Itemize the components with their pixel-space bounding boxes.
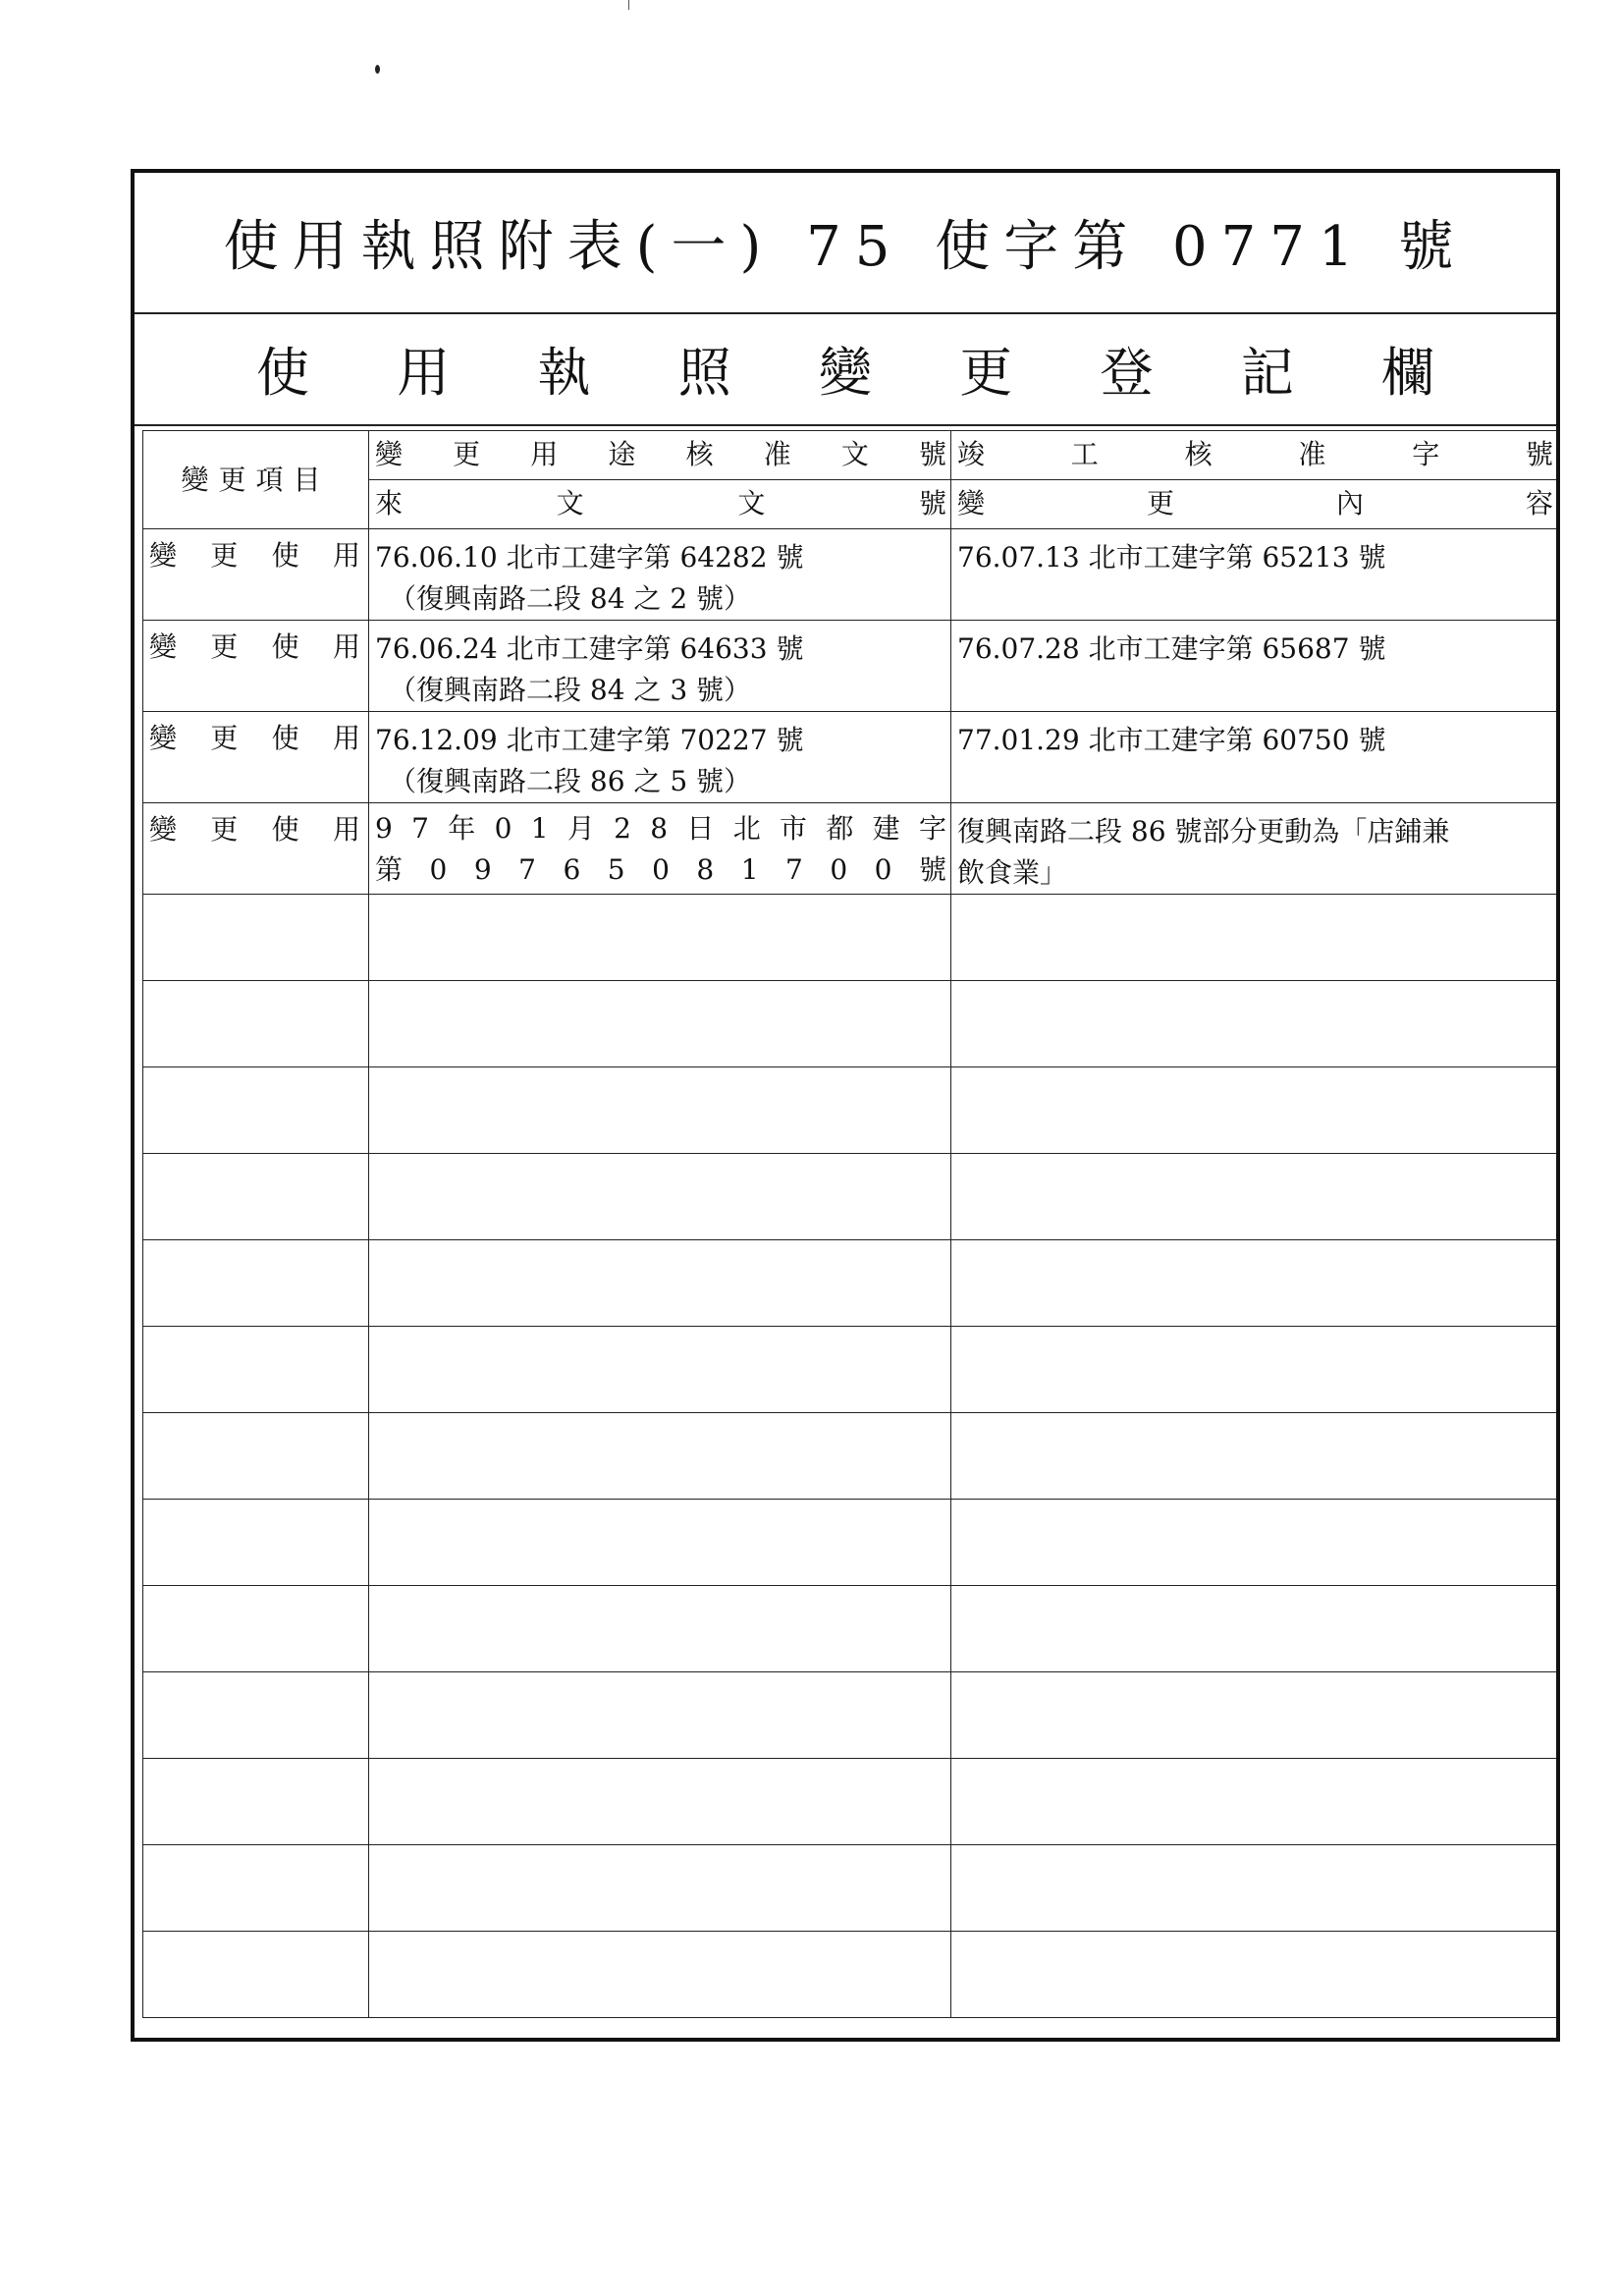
doc-char: 日 bbox=[686, 812, 715, 845]
blank-cell bbox=[143, 1240, 369, 1327]
item-char: 使 bbox=[271, 630, 299, 663]
doc-char: 北 bbox=[732, 812, 761, 845]
header-char: 准 bbox=[1298, 438, 1326, 470]
blank-row bbox=[143, 1845, 1558, 1932]
header-char: 字 bbox=[1412, 438, 1440, 470]
blank-cell bbox=[951, 1500, 1558, 1586]
section-subtitle bbox=[256, 331, 1434, 407]
table-row bbox=[143, 803, 1558, 895]
table-row bbox=[143, 621, 1558, 712]
blank-cell bbox=[951, 1327, 1558, 1413]
item-char: 更 bbox=[210, 722, 239, 754]
subtitle-char: 更 bbox=[959, 341, 1013, 404]
blank-cell bbox=[951, 1067, 1558, 1154]
blank-cell bbox=[143, 1500, 369, 1586]
item-char: 變 bbox=[149, 630, 178, 663]
doc-char: 8 bbox=[696, 853, 715, 886]
blank-cell bbox=[369, 981, 951, 1067]
doc-char: 市 bbox=[780, 812, 808, 845]
doc-char: 2 bbox=[614, 812, 631, 845]
header-char: 文 bbox=[840, 438, 869, 470]
doc-char: 0 bbox=[429, 853, 448, 886]
doc-char: 月 bbox=[566, 812, 595, 845]
item-char: 使 bbox=[271, 539, 299, 572]
form-title: 使用執照附表(一) 75 使字第 0771 號 bbox=[223, 215, 1468, 279]
item-char: 更 bbox=[210, 630, 239, 663]
header-char: 更 bbox=[1146, 487, 1174, 519]
result-cell bbox=[951, 712, 1558, 803]
blank-row bbox=[143, 1413, 1558, 1500]
header-incoming-doc bbox=[369, 480, 951, 529]
change-item-cell bbox=[143, 621, 369, 712]
doc-number-cell bbox=[369, 803, 951, 895]
item-char: 用 bbox=[332, 813, 360, 846]
blank-row bbox=[143, 1327, 1558, 1413]
blank-cell bbox=[951, 1240, 1558, 1327]
blank-cell bbox=[143, 1327, 369, 1413]
header-approval-doc bbox=[369, 431, 951, 480]
header-char: 號 bbox=[918, 438, 946, 470]
header-change-content bbox=[951, 480, 1558, 529]
header-char: 內 bbox=[1335, 487, 1364, 519]
item-char: 更 bbox=[210, 539, 239, 572]
doc-address-line: （復興南路二段 86 之 5 號） bbox=[389, 765, 752, 797]
blank-cell bbox=[951, 1932, 1558, 2018]
change-register-table bbox=[142, 430, 1558, 2018]
doc-address-line: （復興南路二段 84 之 2 號） bbox=[389, 582, 752, 615]
result-cell bbox=[951, 803, 1558, 895]
header-char: 工 bbox=[1070, 438, 1099, 470]
change-item-cell bbox=[143, 803, 369, 895]
doc-line: 76.06.24 北市工建字第 64633 號 bbox=[375, 632, 804, 665]
doc-char: 7 bbox=[411, 812, 429, 845]
blank-row bbox=[143, 1932, 1558, 2018]
doc-line: 76.06.10 北市工建字第 64282 號 bbox=[375, 541, 804, 574]
item-char: 變 bbox=[149, 722, 178, 754]
blank-cell bbox=[143, 1154, 369, 1240]
doc-number-cell bbox=[369, 712, 951, 803]
doc-char: 0 bbox=[874, 853, 892, 886]
doc-char: 9 bbox=[473, 853, 492, 886]
header-char: 更 bbox=[453, 438, 481, 470]
blank-row bbox=[143, 895, 1558, 981]
doc-char: 0 bbox=[494, 812, 512, 845]
header-char: 文 bbox=[737, 487, 766, 519]
doc-char: 0 bbox=[652, 853, 670, 886]
blank-cell bbox=[143, 1586, 369, 1672]
blank-cell bbox=[951, 1759, 1558, 1845]
doc-line: 76.12.09 北市工建字第 70227 號 bbox=[375, 724, 804, 756]
doc-char: 8 bbox=[650, 812, 669, 845]
doc-address-line: （復興南路二段 84 之 3 號） bbox=[389, 674, 752, 706]
result-line: 77.01.29 北市工建字第 60750 號 bbox=[957, 724, 1386, 756]
item-char: 變 bbox=[149, 813, 178, 846]
blank-row bbox=[143, 1500, 1558, 1586]
doc-char: 號 bbox=[918, 853, 946, 886]
blank-cell bbox=[369, 1067, 951, 1154]
header-char: 來 bbox=[375, 487, 404, 519]
blank-cell bbox=[143, 1672, 369, 1759]
header-char: 變 bbox=[375, 438, 404, 470]
doc-char: 1 bbox=[530, 812, 549, 845]
blank-cell bbox=[369, 1154, 951, 1240]
subtitle-char: 欄 bbox=[1381, 341, 1434, 404]
blank-row bbox=[143, 1240, 1558, 1327]
subtitle-char: 用 bbox=[397, 341, 451, 404]
blank-cell bbox=[369, 1500, 951, 1586]
item-char: 使 bbox=[271, 722, 299, 754]
scan-tick bbox=[628, 0, 629, 10]
doc-char: 9 bbox=[375, 812, 393, 845]
blank-cell bbox=[369, 895, 951, 981]
blank-cell bbox=[369, 1845, 951, 1932]
blank-row bbox=[143, 1759, 1558, 1845]
blank-cell bbox=[143, 1413, 369, 1500]
blank-cell bbox=[951, 1672, 1558, 1759]
table-row bbox=[143, 712, 1558, 803]
blank-cell bbox=[369, 1240, 951, 1327]
item-char: 變 bbox=[149, 539, 178, 572]
doc-char: 字 bbox=[918, 812, 946, 845]
blank-cell bbox=[951, 1586, 1558, 1672]
header-char: 文 bbox=[556, 487, 584, 519]
doc-char: 7 bbox=[518, 853, 536, 886]
item-char: 用 bbox=[332, 539, 360, 572]
doc-char: 建 bbox=[872, 812, 900, 845]
blank-cell bbox=[143, 1067, 369, 1154]
blank-row bbox=[143, 981, 1558, 1067]
blank-cell bbox=[143, 895, 369, 981]
result-line: 76.07.13 北市工建字第 65213 號 bbox=[957, 541, 1386, 574]
header-change-item: 變更項目 bbox=[143, 431, 369, 529]
blank-row bbox=[143, 1672, 1558, 1759]
result-line: 飲食業」 bbox=[957, 856, 1068, 889]
blank-cell bbox=[143, 1932, 369, 2018]
header-char: 核 bbox=[1184, 438, 1213, 470]
doc-number-cell bbox=[369, 621, 951, 712]
title-row bbox=[135, 173, 1556, 314]
doc-char: 年 bbox=[448, 812, 476, 845]
scan-speck bbox=[375, 65, 380, 74]
header-char: 變 bbox=[957, 487, 986, 519]
result-cell bbox=[951, 529, 1558, 621]
subtitle-char: 執 bbox=[537, 341, 591, 404]
header-char: 用 bbox=[530, 438, 559, 470]
doc-char: 7 bbox=[785, 853, 803, 886]
change-item-cell bbox=[143, 712, 369, 803]
blank-cell bbox=[951, 895, 1558, 981]
header-char: 號 bbox=[918, 487, 946, 519]
header-completion-no bbox=[951, 431, 1558, 480]
doc-char: 第 bbox=[375, 853, 404, 886]
subtitle-row bbox=[135, 312, 1556, 426]
doc-char: 1 bbox=[740, 853, 759, 886]
blank-cell bbox=[369, 1327, 951, 1413]
blank-cell bbox=[369, 1586, 951, 1672]
result-cell bbox=[951, 621, 1558, 712]
blank-cell bbox=[143, 981, 369, 1067]
header-char: 核 bbox=[685, 438, 714, 470]
blank-cell bbox=[143, 1845, 369, 1932]
blank-cell bbox=[951, 1413, 1558, 1500]
subtitle-char: 記 bbox=[1240, 341, 1294, 404]
blank-cell bbox=[369, 1759, 951, 1845]
header-char: 號 bbox=[1525, 438, 1553, 470]
header-char: 途 bbox=[608, 438, 636, 470]
doc-char: 都 bbox=[826, 812, 854, 845]
blank-cell bbox=[369, 1672, 951, 1759]
header-char: 容 bbox=[1525, 487, 1553, 519]
blank-row bbox=[143, 1067, 1558, 1154]
item-char: 用 bbox=[332, 722, 360, 754]
item-char: 使 bbox=[271, 813, 299, 846]
header-row-top bbox=[143, 431, 1558, 480]
blank-cell bbox=[951, 1154, 1558, 1240]
subtitle-char: 照 bbox=[677, 341, 731, 404]
blank-row bbox=[143, 1154, 1558, 1240]
table-row bbox=[143, 529, 1558, 621]
blank-cell bbox=[369, 1932, 951, 2018]
blank-cell bbox=[369, 1413, 951, 1500]
change-item-cell bbox=[143, 529, 369, 621]
blank-row bbox=[143, 1586, 1558, 1672]
item-char: 更 bbox=[210, 813, 239, 846]
doc-number-cell bbox=[369, 529, 951, 621]
blank-cell bbox=[951, 1845, 1558, 1932]
subtitle-char: 登 bbox=[1100, 341, 1154, 404]
subtitle-char: 變 bbox=[819, 341, 872, 404]
result-line: 76.07.28 北市工建字第 65687 號 bbox=[957, 632, 1386, 665]
result-line: 復興南路二段 86 號部分更動為「店鋪兼 bbox=[957, 815, 1450, 847]
blank-cell bbox=[143, 1759, 369, 1845]
item-char: 用 bbox=[332, 630, 360, 663]
doc-char: 6 bbox=[563, 853, 581, 886]
doc-char: 0 bbox=[830, 853, 848, 886]
blank-cell bbox=[951, 981, 1558, 1067]
header-char: 竣 bbox=[957, 438, 986, 470]
subtitle-char: 使 bbox=[256, 341, 309, 404]
form-frame bbox=[131, 169, 1560, 2042]
doc-char: 5 bbox=[607, 853, 625, 886]
header-char: 准 bbox=[763, 438, 791, 470]
